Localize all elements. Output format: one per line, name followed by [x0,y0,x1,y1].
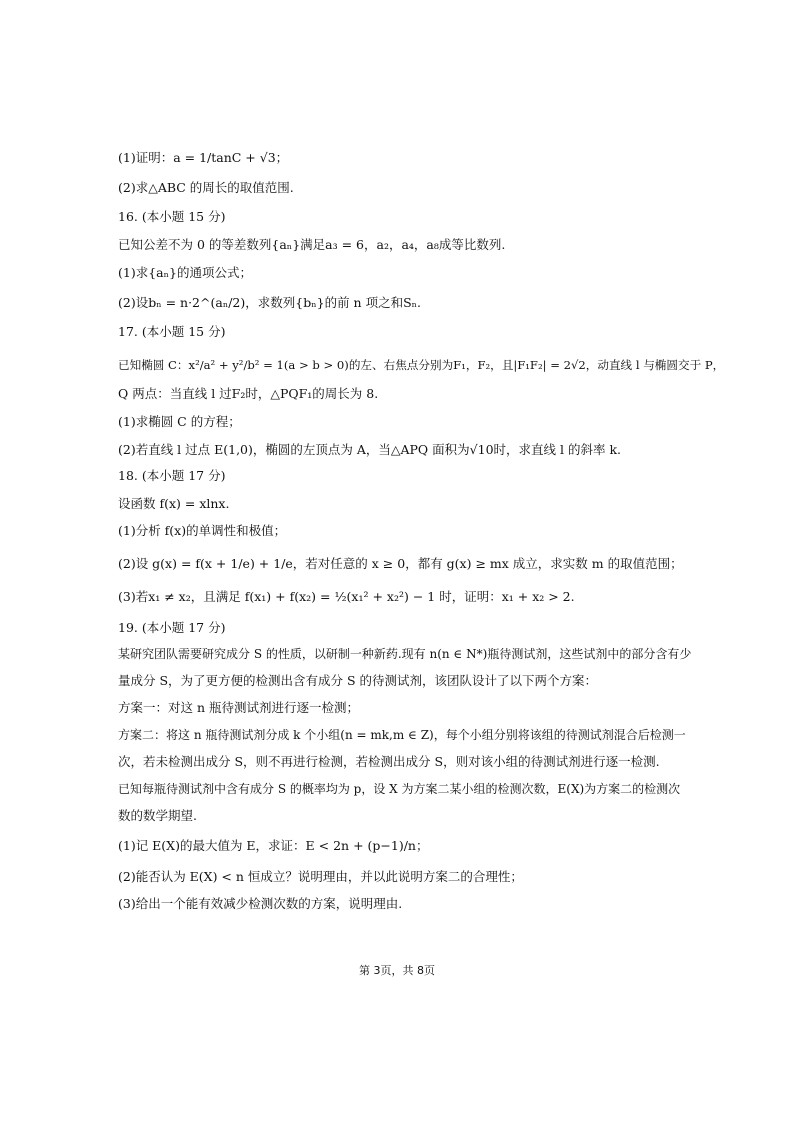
text-line: 已知公差不为 0 的等差数列{aₙ}满足a₃ = 6，a₂，a₄，a₈成等比数列. [118,237,506,252]
text-line: (2)求△ABC 的周长的取值范围. [118,180,294,195]
text-line: (3)若x₁ ≠ x₂，且满足 f(x₁) + f(x₂) = ½(x₁² + x₂²) − 1 时，证明：x₁ + x₂ > 2. [118,589,575,604]
text-line: (3)给出一个能有效减少检测次数的方案，说明理由. [118,896,403,911]
text-line: (1)记 E(X)的最大值为 E，求证：E < 2n + (p−1)/n； [118,838,429,853]
text-line: 次，若未检测出成分 S，则不再进行检测，若检测出成分 S，则对该小组的待测试剂进行逐一检测. [118,754,660,769]
text-line: 数的数学期望. [118,808,197,823]
text-line: 设函数 f(x) = xlnx. [118,496,230,511]
text-line: (1)分析 f(x)的单调性和极值； [118,523,287,538]
page-footer: 第 3页，共 8页 [359,964,435,977]
text-line: 量成分 S，为了更方便的检测出含有成分 S 的待测试剂，该团队设计了以下两个方案： [118,673,598,688]
text-line: 方案二：将这 n 瓶待测试剂分成 k 个小组(n = mk,m ∈ Z)，每个小组分别将该组的待测试剂混合后检测一 [118,728,686,742]
text-line: (2)设bₙ = n·2^(aₙ/2)，求数列{bₙ}的前 n 项之和Sₙ. [118,295,422,310]
text-line: Q 两点：当直线 l 过F₂时，△PQF₁的周长为 8. [118,386,379,401]
question-heading: 17. (本小题 15 分) [118,324,226,339]
text-line: (2)能否认为 E(X) < n 恒成立？说明理由，并以此说明方案二的合理性； [118,869,523,884]
question-heading: 16. (本小题 15 分) [118,209,226,224]
text-line: 某研究团队需要研究成分 S 的性质，以研制一种新药.现有 n(n ∈ N*)瓶待测试剂，这些试剂中的部分含有少 [118,647,692,661]
text-line: (1)求{aₙ}的通项公式； [118,265,252,280]
question-heading: 19. (本小题 17 分) [118,620,226,635]
text-line: 已知椭圆 C：x²/a² + y²/b² = 1(a > b > 0)的左、右焦点分别为F₁，F₂，且|F₁F₂| = 2√2，动直线 l 与椭圆交于 P， [118,358,725,372]
text-line: (2)若直线 l 过点 E(1,0)，椭圆的左顶点为 A，当△APQ 面积为√10时，求直线 l 的斜率 k. [118,442,621,457]
question-heading: 18. (本小题 17 分) [118,468,226,483]
text-line: (1)证明：a = 1/tanC + √3； [118,150,289,165]
text-line: (2)设 g(x) = f(x + 1/e) + 1/e，若对任意的 x ≥ 0，都有 g(x) ≥ mx 成立，求实数 m 的取值范围； [118,556,683,571]
text-line: (1)求椭圆 C 的方程； [118,414,241,429]
text-line: 已知每瓶待测试剂中含有成分 S 的概率均为 p，设 X 为方案二某小组的检测次数，E(X)为方案二的检测次 [118,782,681,796]
text-line: 方案一：对这 n 瓶待测试剂进行逐一检测； [118,700,359,715]
